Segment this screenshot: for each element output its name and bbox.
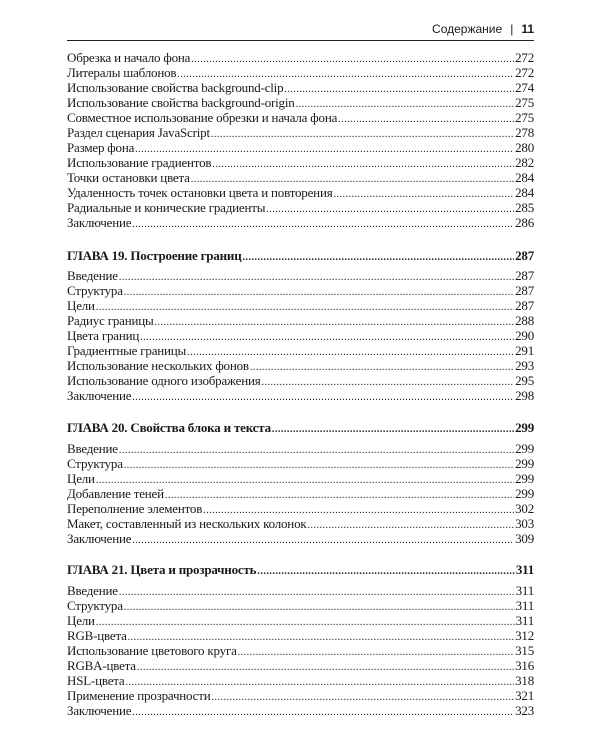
toc-entry[interactable] bbox=[67, 441, 534, 456]
entry-title: Структура bbox=[67, 598, 123, 613]
dot-leader bbox=[307, 518, 514, 533]
toc-entry[interactable] bbox=[67, 283, 534, 298]
entry-page: 284 bbox=[515, 170, 534, 185]
entry-page: 303 bbox=[515, 516, 534, 531]
toc-entry[interactable] bbox=[67, 125, 534, 140]
entry-page: 299 bbox=[515, 456, 534, 471]
dot-leader bbox=[211, 690, 514, 705]
entry-page: 285 bbox=[515, 200, 534, 215]
dot-leader bbox=[132, 533, 514, 548]
toc-entry[interactable] bbox=[67, 313, 534, 328]
toc-entry[interactable] bbox=[67, 110, 534, 125]
toc-entry[interactable] bbox=[67, 170, 534, 185]
toc-entry[interactable] bbox=[67, 501, 534, 516]
entry-page: 295 bbox=[515, 373, 534, 388]
toc-entry[interactable] bbox=[67, 456, 534, 471]
entry-title: Заключение bbox=[67, 388, 132, 403]
dot-leader bbox=[212, 157, 514, 172]
dot-leader bbox=[132, 705, 514, 720]
toc-entry[interactable] bbox=[67, 486, 534, 501]
entry-page: 287 bbox=[515, 248, 534, 263]
toc-entry[interactable] bbox=[67, 50, 534, 65]
chapter-heading bbox=[67, 419, 534, 436]
toc-entry[interactable] bbox=[67, 673, 534, 688]
dot-leader bbox=[262, 375, 515, 390]
dot-leader bbox=[96, 615, 515, 630]
section-list bbox=[67, 441, 534, 546]
toc-entry[interactable] bbox=[67, 185, 534, 200]
entry-title: HSL-цвета bbox=[67, 673, 125, 688]
entry-title: Цели bbox=[67, 613, 95, 628]
toc-entry[interactable] bbox=[67, 140, 534, 155]
toc-entry[interactable] bbox=[67, 613, 534, 628]
dot-leader bbox=[132, 217, 514, 232]
toc-entry[interactable] bbox=[67, 298, 534, 313]
running-header bbox=[67, 20, 534, 41]
dot-leader bbox=[96, 300, 514, 315]
entry-title: Заключение bbox=[67, 531, 132, 546]
entry-page: 275 bbox=[515, 95, 534, 110]
header-separator: | bbox=[510, 22, 514, 36]
toc-entry[interactable] bbox=[67, 531, 534, 546]
entry-page: 311 bbox=[515, 613, 534, 628]
entry-page: 299 bbox=[515, 441, 534, 456]
entry-page: 272 bbox=[515, 50, 534, 65]
entry-page: 274 bbox=[515, 80, 534, 95]
dot-leader bbox=[250, 360, 514, 375]
entry-title: Введение bbox=[67, 268, 118, 283]
entry-title: RGB-цвета bbox=[67, 628, 127, 643]
entry-title: Градиентные границы bbox=[67, 343, 187, 358]
entry-page: 323 bbox=[515, 703, 534, 718]
entry-page: 287 bbox=[515, 268, 534, 283]
entry-title: RGBA-цвета bbox=[67, 658, 136, 673]
entry-title: Применение прозрачности bbox=[67, 688, 211, 703]
entry-title: Переполнение элементов bbox=[67, 501, 203, 516]
entry-title: Литералы шаблонов bbox=[67, 65, 177, 80]
entry-page: 275 bbox=[515, 110, 534, 125]
toc-entry[interactable] bbox=[67, 215, 534, 230]
dot-leader bbox=[338, 112, 514, 127]
running-header-section: Содержание bbox=[432, 22, 503, 36]
entry-page: 299 bbox=[515, 471, 534, 486]
entry-page: 309 bbox=[515, 531, 534, 546]
entry-title: Использование одного изображения bbox=[67, 373, 261, 388]
entry-page: 299 bbox=[515, 420, 534, 435]
entry-page: 286 bbox=[515, 215, 534, 230]
toc-entry[interactable] bbox=[67, 65, 534, 80]
toc-entry[interactable] bbox=[67, 658, 534, 673]
dot-leader bbox=[155, 315, 515, 330]
dot-leader bbox=[119, 585, 515, 600]
entry-page: 287 bbox=[515, 283, 534, 298]
dot-leader bbox=[132, 390, 514, 405]
entry-page: 311 bbox=[515, 583, 534, 598]
toc-entry[interactable] bbox=[67, 688, 534, 703]
toc-entry[interactable] bbox=[67, 471, 534, 486]
entry-title: Макет, составленный из нескольких колонок bbox=[67, 516, 307, 531]
entry-page: 280 bbox=[515, 140, 534, 155]
dot-leader bbox=[124, 600, 515, 615]
toc-entry[interactable] bbox=[67, 268, 534, 283]
entry-title: ГЛАВА 21. Цвета и прозрачность bbox=[67, 562, 257, 577]
toc-entry[interactable] bbox=[67, 95, 534, 110]
entry-title: Введение bbox=[67, 583, 118, 598]
entry-title: Заключение bbox=[67, 703, 132, 718]
chapter-heading bbox=[67, 561, 534, 578]
entry-page: 272 bbox=[515, 65, 534, 80]
dot-leader bbox=[119, 443, 514, 458]
entry-page: 316 bbox=[515, 658, 534, 673]
entry-page: 288 bbox=[515, 313, 534, 328]
entry-page: 282 bbox=[515, 155, 534, 170]
toc-entry[interactable] bbox=[67, 328, 534, 343]
entry-title: Цели bbox=[67, 471, 95, 486]
entry-title: Раздел сценария JavaScript bbox=[67, 125, 210, 140]
toc-entry[interactable] bbox=[67, 703, 534, 718]
entry-title: ГЛАВА 20. Свойства блока и текста bbox=[67, 420, 271, 435]
chapter-heading bbox=[67, 247, 534, 264]
entry-title: Введение bbox=[67, 441, 118, 456]
entry-title: Точки остановки цвета bbox=[67, 170, 190, 185]
entry-page: 299 bbox=[515, 486, 534, 501]
dot-leader bbox=[124, 285, 514, 300]
entry-page: 278 bbox=[515, 125, 534, 140]
dot-leader bbox=[124, 458, 514, 473]
toc-entry[interactable] bbox=[67, 343, 534, 358]
entry-page: 284 bbox=[515, 185, 534, 200]
entry-page: 287 bbox=[515, 298, 534, 313]
entry-title: Добавление теней bbox=[67, 486, 164, 501]
toc-entry[interactable] bbox=[67, 643, 534, 658]
dot-leader bbox=[137, 660, 514, 675]
toc-entry[interactable] bbox=[67, 628, 534, 643]
toc-entry[interactable] bbox=[67, 155, 534, 170]
entry-page: 302 bbox=[515, 501, 534, 516]
dot-leader bbox=[165, 488, 514, 503]
entry-title: Размер фона bbox=[67, 140, 135, 155]
entry-title: Радиус границы bbox=[67, 313, 154, 328]
entry-title: Использование цветового круга bbox=[67, 643, 237, 658]
entry-title: Обрезка и начало фона bbox=[67, 50, 191, 65]
dot-leader bbox=[333, 187, 514, 202]
entry-page: 312 bbox=[515, 628, 534, 643]
entry-title: Использование свойства background-clip bbox=[67, 80, 284, 95]
entry-title: Цели bbox=[67, 298, 95, 313]
entry-title: Структура bbox=[67, 456, 123, 471]
dot-leader bbox=[211, 127, 514, 142]
entry-title: Структура bbox=[67, 283, 123, 298]
toc-entry[interactable] bbox=[67, 388, 534, 403]
entry-page: 311 bbox=[515, 562, 534, 577]
section-list bbox=[67, 583, 534, 718]
dot-leader bbox=[243, 249, 515, 266]
entry-page: 321 bbox=[515, 688, 534, 703]
entry-title: Цвета границ bbox=[67, 328, 140, 343]
entry-title: Удаленность точек остановки цвета и повторения bbox=[67, 185, 333, 200]
entry-page: 291 bbox=[515, 343, 534, 358]
entry-title: Заключение bbox=[67, 215, 132, 230]
entry-page: 298 bbox=[515, 388, 534, 403]
entry-title: ГЛАВА 19. Построение границ bbox=[67, 248, 242, 263]
toc-entry[interactable] bbox=[67, 583, 534, 598]
dot-leader bbox=[238, 645, 514, 660]
toc-entry[interactable] bbox=[67, 373, 534, 388]
chapter-entry[interactable] bbox=[67, 247, 534, 264]
dot-leader bbox=[257, 563, 514, 580]
dot-leader bbox=[272, 421, 514, 438]
entry-title: Использование градиентов bbox=[67, 155, 212, 170]
entry-title: Использование нескольких фонов bbox=[67, 358, 249, 373]
entry-page: 293 bbox=[515, 358, 534, 373]
section-list bbox=[67, 50, 534, 230]
entry-page: 290 bbox=[515, 328, 534, 343]
entry-page: 311 bbox=[515, 598, 534, 613]
dot-leader bbox=[266, 202, 514, 217]
dot-leader bbox=[284, 82, 514, 97]
entry-page: 315 bbox=[515, 643, 534, 658]
entry-page: 318 bbox=[515, 673, 534, 688]
toc-entry[interactable] bbox=[67, 200, 534, 215]
entry-title: Использование свойства background-origin bbox=[67, 95, 295, 110]
dot-leader bbox=[191, 52, 514, 67]
toc-entry[interactable] bbox=[67, 358, 534, 373]
entry-title: Совместное использование обрезки и начала фона bbox=[67, 110, 338, 125]
section-list bbox=[67, 268, 534, 403]
toc-entry[interactable] bbox=[67, 80, 534, 95]
page-number: 11 bbox=[521, 22, 534, 36]
chapter-entry[interactable] bbox=[67, 561, 534, 578]
dot-leader bbox=[140, 330, 514, 345]
dot-leader bbox=[119, 270, 514, 285]
toc-entry[interactable] bbox=[67, 598, 534, 613]
chapter-entry[interactable] bbox=[67, 419, 534, 436]
toc-entry[interactable] bbox=[67, 516, 534, 531]
entry-title: Радиальные и конические градиенты bbox=[67, 200, 266, 215]
